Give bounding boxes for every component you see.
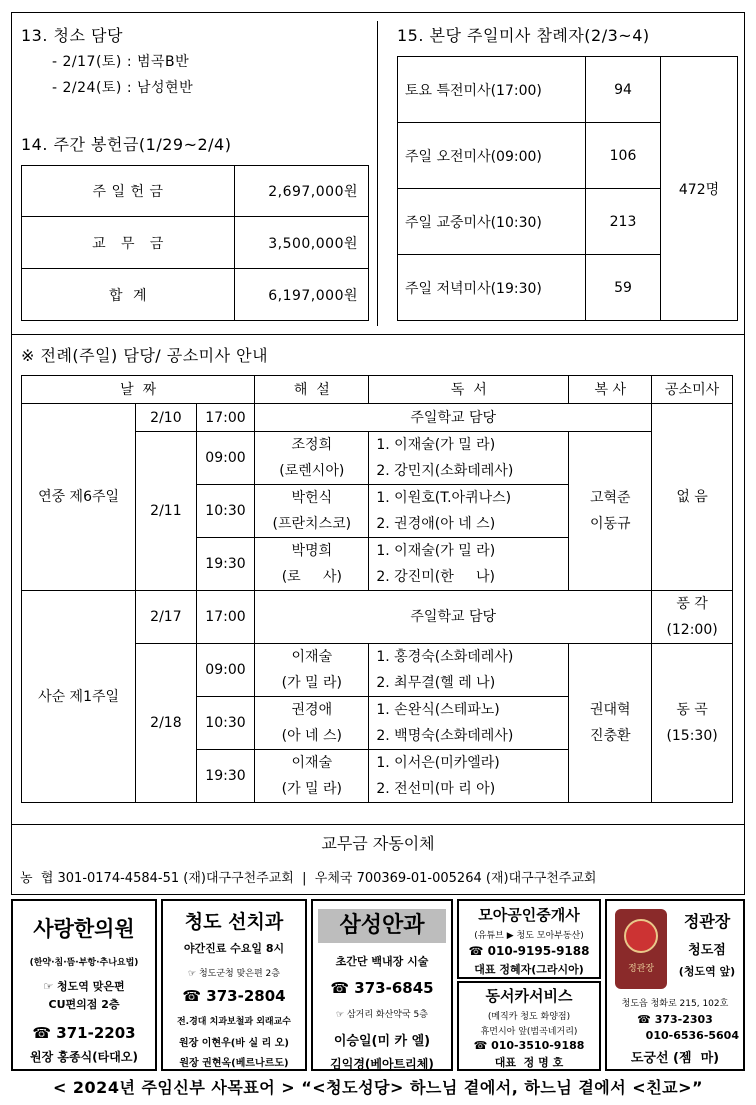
ad-phone: ☎ 371-2203 [32,1024,136,1042]
column-divider [377,21,378,326]
transfer-box [11,824,745,895]
ad-name: 사랑한의원 [33,917,135,941]
mass-time: 19:30 [196,538,255,591]
commentator: 이재술 [291,755,333,771]
ad-note: 전.경대 치과보철과 외래교수 [176,1017,291,1027]
ad-owner: 김익경(베아트리체) [330,1057,434,1071]
ad-branch: 청도점 [688,943,726,958]
transfer-title: 교무금 자동이체 [321,834,435,853]
ad-address: CU편의점 2층 [48,998,120,1011]
reader: 1. 이재술(가 밀 라) [376,437,496,453]
offering-amount: 3,500,000원 [235,217,369,269]
reader: 2. 최무결(헬 레 나) [376,675,496,691]
mission-mass: 풍 각 [676,596,708,612]
ad-address: ☞ 청도군청 맞은편 2층 [188,969,280,979]
ad-name: 삼성안과 [318,909,446,943]
schedule-table [21,375,733,803]
mass-count: 106 [586,123,661,189]
altar-server: 이동규 [589,516,631,532]
week-name: 사순 제1주일 [22,591,136,803]
ad-services: (한약·침·뜸·부항·추나요법) [29,958,139,968]
ad-owner: 원장 이현우(바 실 리 오) [178,1038,289,1049]
commentator-baptism: (가 밀 라) [281,675,343,691]
ad-mobile: 010-6536-5604 [645,1029,739,1042]
commentator-baptism: (아 네 스) [281,728,343,744]
ad-hours: 야간진료 수요일 8시 [183,942,285,955]
commentator-baptism: (프란치스코) [272,516,352,532]
reader: 1. 손완식(스테파노) [376,702,500,718]
week-date: 2/10 [136,404,197,432]
mission-time: (12:00) [666,622,718,638]
ad-branch: (메직카 청도 화양점) [487,1012,571,1022]
ad-ginseng [605,899,745,1071]
mass-name: 주일 저녁미사(19:30) [398,255,586,321]
schedule-title: ※ 전례(주일) 담당/ 공소미사 안내 [21,346,269,365]
offering-label: 교 무 금 [22,217,235,269]
ad-dental-clinic [161,899,307,1071]
mass-time: 10:30 [196,697,255,750]
ad-owner: 도궁선 (젬 마) [630,1051,720,1066]
ad-car-service [457,981,601,1071]
mass-time: 17:00 [196,591,255,644]
offering-table [21,165,369,321]
ginseng-emblem-icon [624,919,658,953]
header-reading: 독 서 [369,376,569,404]
offering-label: 주 일 헌 금 [22,166,235,217]
cleaning-item-2: - 2/24(토) : 남성현반 [52,80,194,96]
week-date: 2/17 [136,591,197,644]
transfer-accounts: 농 협 301-0174-4584-51 (재)대구구천주교회 | 우체국 700369-01-005264 (재)대구구천주교회 [20,871,597,886]
mission-time: (15:30) [666,728,718,744]
reader: 2. 강진미(한 나) [376,569,495,585]
ad-phone: ☎ 373-6845 [330,979,434,997]
ad-owner: 원장 홍종식(타대오) [30,1050,138,1064]
sunday-school: 주일학교 담당 [255,591,652,644]
header-mission: 공소미사 [652,376,733,404]
ad-name: 청도 선치과 [184,911,284,933]
ad-phone: ☎ 010-3510-9188 [473,1039,585,1052]
ad-eye-clinic [311,899,453,1071]
bulletin-frame [11,12,745,895]
ad-location: (청도역 앞) [678,965,736,978]
reader: 2. 전선미(마 리 아) [376,781,496,797]
reader: 2. 강민지(소화데레사) [376,463,514,479]
mass-name: 주일 교중미사(10:30) [398,189,586,255]
ad-name: 모아공인중개사 [478,906,580,924]
ad-owner: 대표 정 명 호 [494,1056,564,1069]
commentator: 조정희 [291,437,333,453]
mass-name: 주일 오전미사(09:00) [398,123,586,189]
ad-sarang-clinic [11,899,157,1071]
ad-address: ☞ 삼거리 화산약국 5층 [336,1010,428,1020]
mass-count: 94 [586,57,661,123]
mass-count: 59 [586,255,661,321]
ad-owner: 대표 정혜자(그라시아) [474,963,584,976]
header-commentary: 해 설 [255,376,369,404]
offering-total-amount: 6,197,000원 [235,269,369,321]
mission-mass: 동 곡 [676,702,708,718]
reader: 1. 홍경숙(소화데레사) [376,649,514,665]
header-date: 날 짜 [22,376,255,404]
commentator-baptism: (로 사) [281,569,342,585]
commentator: 박명희 [291,543,333,559]
offering-title: 14. 주간 봉헌금(1/29~2/4) [21,135,232,154]
week-date: 2/18 [136,644,197,803]
cleaning-item-1: - 2/17(토) : 범곡B반 [52,54,190,70]
ad-owner: 이승일(미 카 엘) [333,1034,431,1049]
pastoral-motto: < 2024년 주임신부 사목표어 > “<청도성당> 하느님 곁에서, 하느님 곁에서 <친교>” [52,1078,704,1097]
ad-name: 정관장 [683,912,731,931]
commentator-baptism: (로렌시아) [279,463,345,479]
ad-service: 초간단 백내장 시술 [335,955,429,968]
mass-name: 토요 특전미사(17:00) [398,57,586,123]
attendance-total: 472명 [661,57,738,321]
ad-phone: ☎ 010-9195-9188 [468,944,590,958]
mass-time: 09:00 [196,644,255,697]
ad-address: 청도읍 청화로 215, 102호 [621,999,729,1009]
section-divider [12,334,744,335]
commentator: 권경애 [291,702,333,718]
reader: 1. 이재술(가 밀 라) [376,543,496,559]
ad-address: ☞ 청도역 맞은편 [43,980,125,993]
week-date: 2/11 [136,432,197,591]
mass-time: 09:00 [196,432,255,485]
reader: 2. 권경애(아 네 스) [376,516,496,532]
mission-mass: 없 음 [652,404,733,591]
ginseng-logo-text: 정관장 [627,964,655,974]
ginseng-logo-box [615,909,667,989]
mass-time: 10:30 [196,485,255,538]
attendance-title: 15. 본당 주일미사 참례자(2/3~4) [397,26,650,45]
offering-amount: 2,697,000원 [235,166,369,217]
commentator: 이재술 [291,649,333,665]
week-name: 연중 제6주일 [22,404,136,591]
ad-owner: 원장 권현옥(베르나르도) [179,1058,289,1069]
mass-time: 17:00 [196,404,255,432]
header-altar: 복 사 [569,376,652,404]
mass-time: 19:30 [196,750,255,803]
ad-phone: ☎ 373-2303 [637,1013,713,1026]
ad-youtube: (유튜브 ▶ 청도 모아부동산) [474,931,584,941]
ad-phone: ☎ 373-2804 [182,987,286,1005]
ad-name: 동서카서비스 [485,987,573,1005]
reader: 2. 백명숙(소화데레사) [376,728,514,744]
mass-count: 213 [586,189,661,255]
ad-address: 휴먼시아 앞(범곡네거리) [480,1027,578,1037]
offering-total-label: 합 계 [22,269,235,321]
altar-server: 진충환 [589,728,631,744]
reader: 1. 이원호(T.아퀴나스) [376,490,512,506]
reader: 1. 이서은(미카엘라) [376,755,500,771]
altar-server: 고혁준 [589,490,631,506]
ad-realty [457,899,601,979]
ads-area [11,899,745,1071]
commentator-baptism: (가 밀 라) [281,781,343,797]
cleaning-title: 13. 청소 담당 [21,26,123,45]
commentator: 박헌식 [291,490,333,506]
sunday-school: 주일학교 담당 [255,404,652,432]
attendance-table [397,56,738,321]
altar-server: 권대혁 [589,702,631,718]
